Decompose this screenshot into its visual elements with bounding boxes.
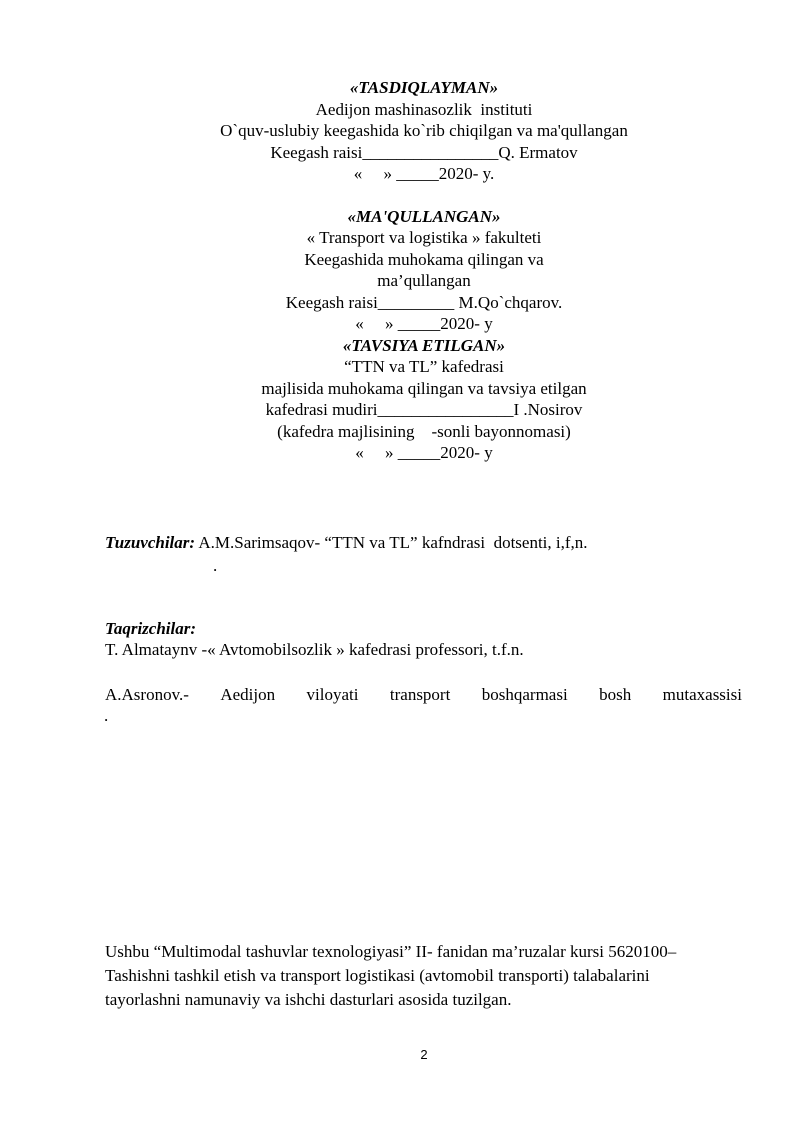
authors-trailing-dot: . — [213, 556, 218, 575]
department-meeting-line: majlisida muhokama qilingan va tavsiya etilgan — [261, 378, 587, 398]
reviewer-2 — [105, 684, 742, 705]
protocol-line: (kafedra majlisining -sonli bayonnomasi) — [277, 421, 571, 441]
reviewer-2-word: viloyati — [306, 685, 359, 704]
faculty-discussed-line: Keegashida muhokama qilingan va — [304, 249, 544, 269]
department-head-line: kafedrasi mudiri________________I .Nosirov — [265, 400, 583, 419]
faculty-chair-line: Keegash raisi_________ M.Qo`chqarov. — [285, 292, 563, 312]
description-paragraph — [105, 940, 750, 1012]
authors-label: Tuzuvchilar: — [105, 533, 196, 552]
description-line: tayorlashni namunaviy va ishchi dasturlari asosida tuzilgan. — [105, 990, 512, 1009]
reviewer-2-word: transport — [389, 685, 451, 704]
reviewer-2-word: bosh — [599, 685, 632, 704]
page-number: 2 — [420, 1047, 428, 1062]
reviewer-2-word: mutaxassisi — [662, 685, 742, 704]
approve-title: «TASDIQLAYMAN» — [349, 78, 499, 97]
institute-name: Aedijon mashinasozlik instituti — [315, 99, 533, 119]
reviewers-label: Taqrizchilar: — [105, 619, 197, 638]
description-line: Tashishni tashkil etish va transport logistikasi (avtomobil transporti) talabalarini — [105, 966, 650, 985]
recommended-title: «TAVSIYA ETILGAN» — [342, 335, 506, 355]
authors-line — [105, 532, 588, 553]
description-line: Ushbu “Multimodal tashuvlar texnologiyasi” II- fanidan ma’ruzalar kursi 5620100– — [105, 942, 677, 961]
approval-block — [0, 77, 800, 464]
department-name: “TTN va TL” kafedrasi — [344, 357, 504, 376]
faculty-date-line: « » _____2020- y — [355, 314, 493, 333]
reviewer-2-word: boshqarmasi — [481, 685, 568, 704]
approved-title: «MA'QULLANGAN» — [347, 206, 501, 226]
authors-text: A.M.Sarimsaqov- “TTN va TL” kafndrasi dotsenti, i,f,n. — [195, 533, 588, 552]
faculty-approved-word: ma’qullangan — [377, 271, 471, 290]
reviewer-2-trailing-dot: . — [104, 706, 109, 725]
council-date-line: « » _____2020- y. — [353, 164, 495, 183]
reviewer-1: T. Almataynv -« Avtomobilsozlik » kafedrasi professori, t.f.n. — [105, 640, 524, 659]
department-date-line: « » _____2020- y — [355, 443, 493, 462]
faculty-name: « Transport va logistika » fakulteti — [306, 228, 542, 247]
council-chair-line: Keegash raisi________________Q. Ermatov — [270, 142, 578, 162]
spacer — [0, 185, 800, 206]
reviewer-2-word: Aedijon — [220, 685, 276, 704]
reviewer-2-word: A.Asronov.- — [105, 685, 189, 704]
council-line: O`quv-uslubiy keegashida ko`rib chiqilgan va ma'qullangan — [220, 121, 628, 140]
